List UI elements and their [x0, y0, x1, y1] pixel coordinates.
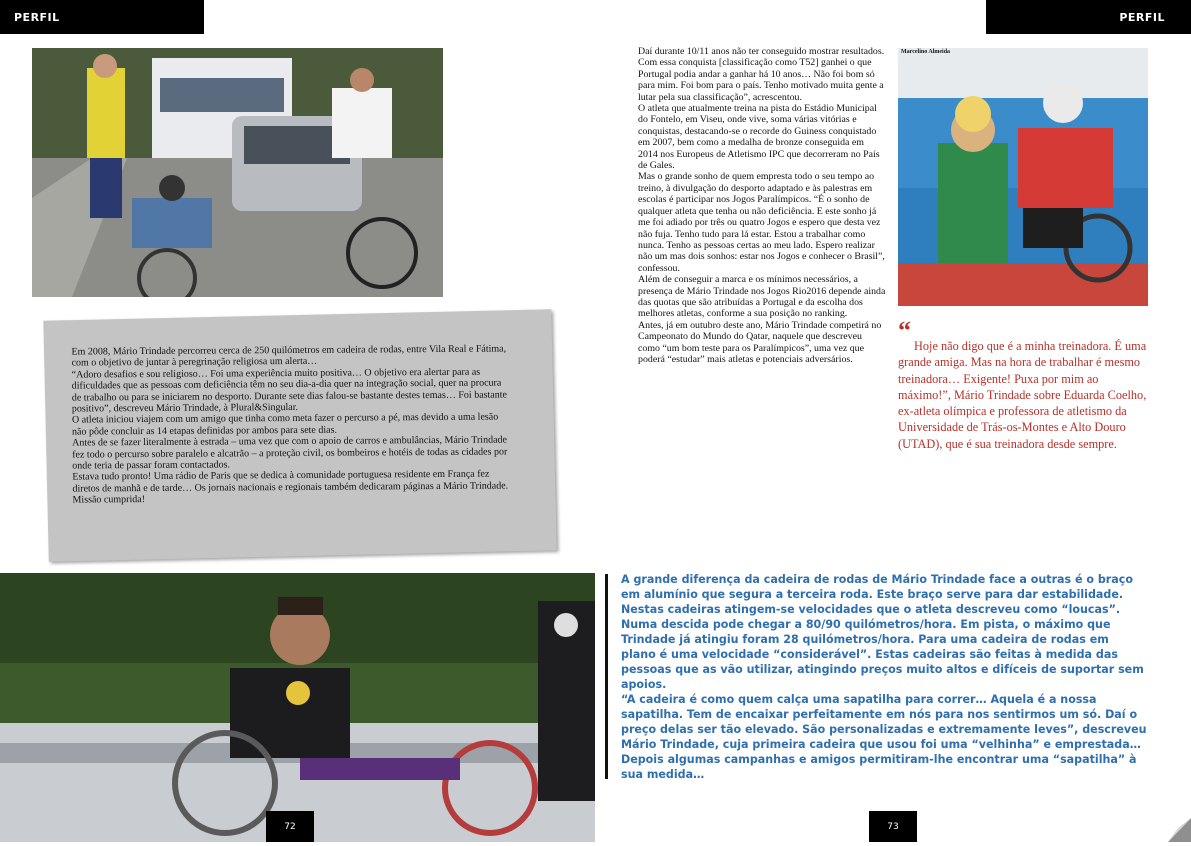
header-tab-right: [986, 0, 1191, 34]
highlight-paragraph: A grande diferença da cadeira de rodas de Mário Trindade face a outras é o braço em alumínio que segura a terceira roda. Este braço serve para dar estabilidade. Nestas cadeiras atingem-se velocidades que o atleta descreveu como “loucas”. Numa descida pode chegar a 80/90 quilómetros/hora. Em pista, o máximo que Trindade já atingiu foram 28 quilómetros/hora. Para uma cadeira de rodas em plano é uma velocidade “considerável”. Estas cadeiras são feitas à medida das pessoas que as vão utilizar, atingindo preços muito altos e difíceis de suportar sem apoios.: [621, 573, 1144, 691]
article-paragraph: Mas o grande sonho de quem empresta todo o seu tempo ao treino, à divulgação do desporto adaptado e às palestras em escolas é participar nos Jogos Paralímpicos. “É o sonho de qualquer atleta que tenha ou não deficiência. E este sonho já me foi adiado por três ou quatro Jogos e espero que desta vez não fuja. Tenho tudo para lá estar. Estou a trabalhar como nunca. Tenho as pessoas certas ao meu lado. Espero realizar não um mas dois sonhos: estar nos Jogos e conhecer o Brasil”, confessou.: [638, 171, 885, 274]
quote-text: Hoje não digo que é a minha treinadora. É uma grande amiga. Mas na hora de trabalhar é mesmo treinadora… Exigente! Puxa por mim ao máximo!”, Mário Trindade sobre Eduarda Coelho, ex-atleta olímpica e professora de atletismo da Universidade de Trás-os-Montes e Alto Douro (UTAD), que é sua treinadora desde sempre.: [898, 339, 1147, 451]
page-number-left: 72: [266, 811, 314, 842]
sidebar-paragraph: Em 2008, Mário Trindade percorreu cerca de 250 quilómetros em cadeira de rodas, entre Vila Real e Fátima, com o objetivo de juntar à peregrinação religiosa um alerta…: [71, 343, 507, 369]
photo-credit: Marcelino Almeida: [901, 49, 951, 55]
header-tab-left: [0, 0, 204, 34]
race-photo: [0, 573, 595, 842]
article-paragraph: Antes, já em outubro deste ano, Mário Trindade competirá no Campeonato do Mundo do Qatar, naquele que descreveu como “um bom teste para os Paralímpicos”, uma vez que poderá “estudar” mais atletas e potenciais adversários.: [638, 319, 882, 365]
sidebar-paragraph: O atleta iniciou viajem com um amigo que tinha como meta fazer o percurso a pé, mas devido a uma lesão não pôde concluir as 14 etapas definidas por ambos para sete dias.: [71, 411, 499, 438]
section-label-right: PERFIL: [1119, 10, 1165, 24]
sidebar-paragraph: Antes de se fazer literalmente à estrada – uma vez que com o apoio de carros e ambulâncias, Mário Trindade fez todo o percurso sobre paralelo e alcatrão – a proteção civil, os bombeiros e hotéis de todas as cidades por onde teria de passar foram contactados.: [72, 434, 508, 472]
sidebar-text: [71, 343, 512, 506]
highlight-text: [621, 572, 1147, 782]
page-curl-icon[interactable]: [1168, 818, 1191, 842]
page-number-right: 73: [869, 811, 917, 842]
article-paragraph: Além de conseguir a marca e os mínimos necessários, a presença de Mário Trindade nos Jogos Rio2016 depende ainda das quotas que são atribuídas a Portugal e da escolha dos melhores atletas, conforme a sua posição no ranking.: [638, 274, 886, 320]
pull-quote: [898, 316, 1150, 452]
sidebar-paragraph: Estava tudo pronto! Uma rádio de Paris que se dedica à comunidade portuguesa residente em França fez diretos de manhã e de tarde… Os jornais nacionais e regionais também dedicaram páginas a Mário Trindade. Missão cumprida!: [72, 469, 509, 506]
article-column: [638, 46, 886, 365]
quote-mark: “: [898, 316, 911, 345]
highlight-paragraph: “A cadeira é como quem calça uma sapatilha para correr… Aquela é a nossa sapatilha. Tem de encaixar perfeitamente em nós para nos sentirmos um só. Daí o preço delas ser tão elevado. São personalizadas e extremamente leves”, descreveu Mário Trindade, cuja primeira cadeira que usou foi uma “velhinha” e emprestada… Depois algumas campanhas e amigos permitiram-lhe encontrar uma “sapatilha” à sua medida…: [621, 693, 1147, 781]
athlete-with-coach-photo: [898, 48, 1148, 306]
section-label-left: PERFIL: [14, 10, 60, 24]
sidebar-paragraph: “Adoro desafios e sou religioso… Foi uma experiência muito positiva… O objetivo era alertar para as dificuldades que as pessoas com deficiência têm no seu dia-a-dia quer na integração social, quer na procura de trabalho ou para se iniciarem no desporto. Durante sete dias falou-se bastante destes temas… Foi bastante positivo”, descreveu Mário Trindade, à Plural&Singular.: [71, 366, 507, 415]
article-paragraph: Daí durante 10/11 anos não ter conseguido mostrar resultados. Com essa conquista [classificação como T52] ganhei o que Portugal podia andar a ganhar há 10 anos… Não foi bom só para mim. Foi bom para o país. Tenho motivado muita gente a lutar pela sua classificação”, acrescentou.: [638, 46, 885, 103]
highlight-rule: [605, 574, 608, 779]
article-paragraph: O atleta que atualmente treina na pista do Estádio Municipal do Fontelo, em Viseu, onde vive, soma várias vitórias e conquistas, destacando-se o recorde do Guiness conquistado em 2007, bem como a medalha de bronze conseguida em 2014 nos Europeus de Atletismo IPC que decorreram no País de Gales.: [638, 103, 880, 172]
road-training-photo: [32, 48, 443, 297]
